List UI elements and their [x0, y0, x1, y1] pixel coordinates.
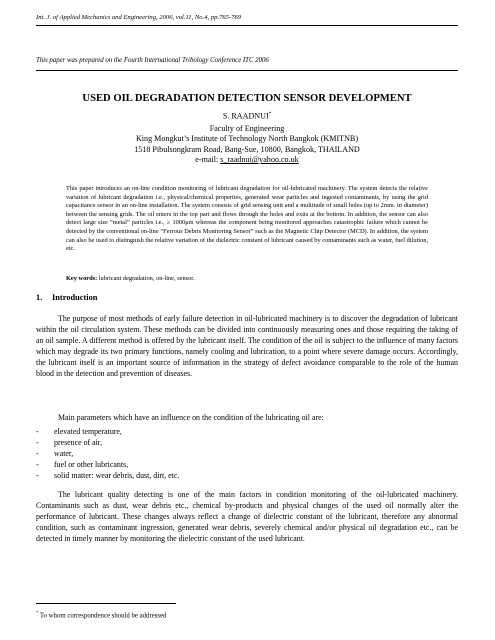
- author-affiliation: [36, 124, 458, 166]
- section-heading: [36, 293, 336, 303]
- keywords-text: lubricant degradation, on-line, sensor.: [97, 275, 195, 282]
- affiliation-institute: King Mongkut’s Institute of Technology North Bangkok (KMITNB): [135, 134, 359, 144]
- abstract: This paper introduces an on-line condition monitoring of lubricant degradation for oil-lubricated machinery. The system detects the relative variation of lubricant degradation i.e., physical/chemical properties, generated wear particles and ingested contaminants, by using the grid capacitance sensor in an on-line installation. The system consists of grid sensing unit and a multitude of small holes (up to 2mm. in diameter) between the sensing grids. The oil enters in the top part and flows through the holes and exits at the bottom. In addition, the sensor can also detect large size “metal” particles i.e., ≥ 1000μm whereas the component being monitored approaches catastrophic failure which cannot be detected by the conventional on-line “Ferrous Debris Monitoring Sensor” such as the Magnetic Chip Detector (MCD). In addition, the system can also be used to distinguish the relative variation of the dielectric constant of lubricant caused by contaminants such as water, fuel dilution, etc.: [66, 185, 428, 253]
- list-item: - elevated temperature,: [36, 427, 122, 436]
- paragraph-intro: The purpose of most methods of early failure detection in oil-lubricated machinery is to discover the degradation of lubricant within the oil circulation system. These methods can be divided into continuously measuring ones and those requiring the taking of an oil sample. A different method is offered by the lubricant itself. The condition of the oil is subject to the influence of many factors which may degrade its two primary functions, namely cooling and lubrication, to a point where severe damage occurs. Accordingly, the lubricant itself is an important source of information in the strategy of defect avoidance comparable to the role of the human blood in the detection and prevention of diseases.: [36, 314, 458, 379]
- keywords-label: Key words:: [66, 275, 98, 282]
- list-marker: -: [36, 460, 39, 469]
- parameter-list: [36, 426, 458, 481]
- author-line: [36, 110, 458, 122]
- list-item: - fuel or other lubricants,: [36, 460, 129, 469]
- list-item: - presence of air,: [36, 438, 103, 447]
- paper-title: USED OIL DEGRADATION DETECTION SENSOR DEVELOPMENT: [82, 93, 412, 104]
- keywords: [66, 275, 428, 283]
- author-name: S. RAADNUI: [222, 111, 269, 121]
- section-number: 1.: [36, 293, 43, 302]
- list-marker: -: [36, 438, 39, 447]
- affiliation-faculty: Faculty of Engineering: [209, 124, 285, 133]
- list-marker: -: [36, 471, 39, 480]
- conference-rule: [36, 70, 458, 71]
- header-rule: [36, 25, 458, 26]
- list-marker: -: [36, 427, 39, 436]
- footnote: [36, 609, 458, 620]
- list-item: - solid matter: wear debris, dust, dirt, etc.: [36, 471, 180, 480]
- author-footnote-marker: *: [268, 112, 272, 117]
- section-title: Introduction: [52, 293, 98, 302]
- paragraph-quality-detection: The lubricant quality detecting is one of the main factors in condition monitoring of the oil-lubricated machinery. Contaminants such as dust, wear debris etc., chemical by-products and physical changes of the used oil normally alter the performance of lubricant. These changes always reflect a change of dielectric constant of the lubricant, therefore any abnormal condition, such as contaminant ingression, generated wear debris, severely chemical and/or physical oil degradation etc., can be detected in timely manner by monitoring the dielectric constant of the used lubricant.: [36, 490, 458, 544]
- affiliation-email: [36, 155, 458, 165]
- footnote-marker: *: [36, 610, 39, 615]
- footnote-rule: [36, 603, 176, 604]
- affiliation-address: 1518 Pibulsongkram Road, Bang-Sue, 10800, Bangkok, THAILAND: [134, 144, 360, 154]
- footnote-text: To whom correspondence should be addressed: [38, 612, 167, 620]
- journal-citation: Int. J. of Applied Mechanics and Engineering, 2006, vol.11, No.4, pp.765-769: [36, 14, 242, 21]
- list-item: - water,: [36, 449, 74, 458]
- email-link[interactable]: s_raadnui@yahoo.co.uk: [220, 155, 299, 165]
- paragraph-parameters-lead: Main parameters which have an influence on the condition of the lubricating oil are:: [58, 413, 324, 422]
- conference-note: This paper was prepared on the Fourth International Tribology Conference ITC 2006: [36, 57, 269, 64]
- email-label: e-mail:: [195, 155, 221, 165]
- list-marker: -: [36, 449, 39, 458]
